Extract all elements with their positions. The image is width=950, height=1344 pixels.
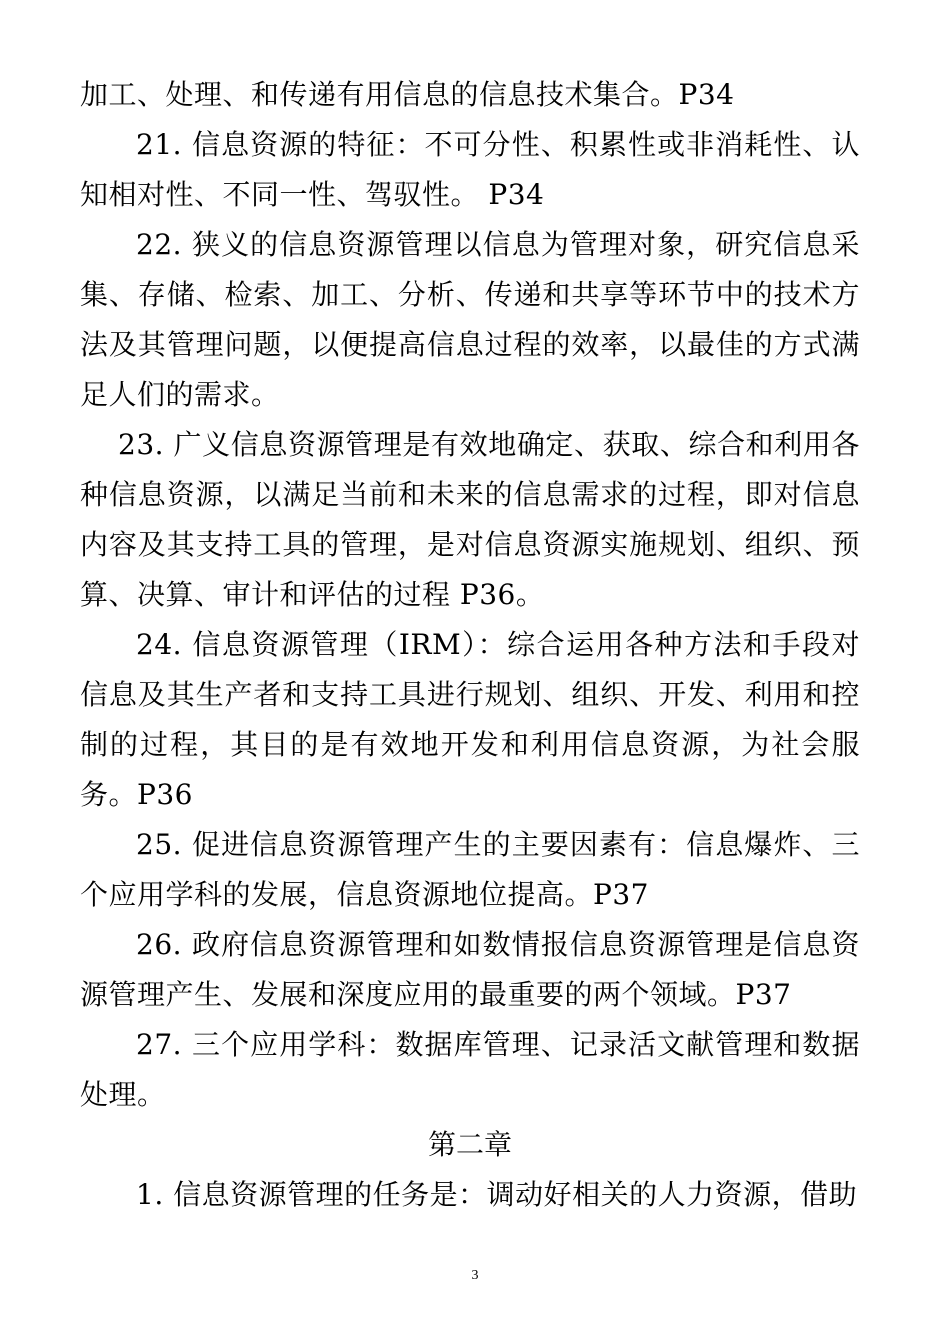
paragraph-26: 26. 政府信息资源管理和如数情报信息资源管理是信息资源管理产生、发展和深度应用的最重要的两个领域。P37 (80, 928, 860, 1011)
paragraph-23: 23. 广义信息资源管理是有效地确定、获取、综合和利用各种信息资源，以满足当前和未来的信息需求的过程，即对信息内容及其支持工具的管理，是对信息资源实施规划、组织、预算、决算、审计和评估的过程 P36。 (80, 428, 860, 611)
paragraph-continuation: 加工、处理、和传递有用信息的信息技术集合。P34 (80, 78, 735, 111)
page-number: 3 (471, 1268, 479, 1283)
paragraph-25: 25. 促进信息资源管理产生的主要因素有：信息爆炸、三个应用学科的发展，信息资源地位提高。P37 (80, 828, 860, 911)
paragraph-22: 22. 狭义的信息资源管理以信息为管理对象，研究信息采集、存储、检索、加工、分析、传递和共享等环节中的技术方法及其管理问题，以便提高信息过程的效率，以最佳的方式满足人们的需求。 (80, 228, 860, 411)
chapter2-item-1: 1. 信息资源管理的任务是：调动好相关的人力资源，借助 (136, 1178, 858, 1211)
chapter-heading: 第二章 (427, 1128, 512, 1161)
paragraph-27: 27. 三个应用学科：数据库管理、记录活文献管理和数据处理。 (80, 1028, 860, 1111)
paragraph-24: 24. 信息资源管理（IRM）：综合运用各种方法和手段对信息及其生产者和支持工具进行规划、组织、开发、利用和控制的过程，其目的是有效地开发和利用信息资源，为社会服务。P36 (80, 628, 860, 811)
paragraph-21: 21. 信息资源的特征：不可分性、积累性或非消耗性、认知相对性、不同一性、驾驭性。 P34 (80, 128, 860, 211)
document-body (80, 70, 860, 1220)
